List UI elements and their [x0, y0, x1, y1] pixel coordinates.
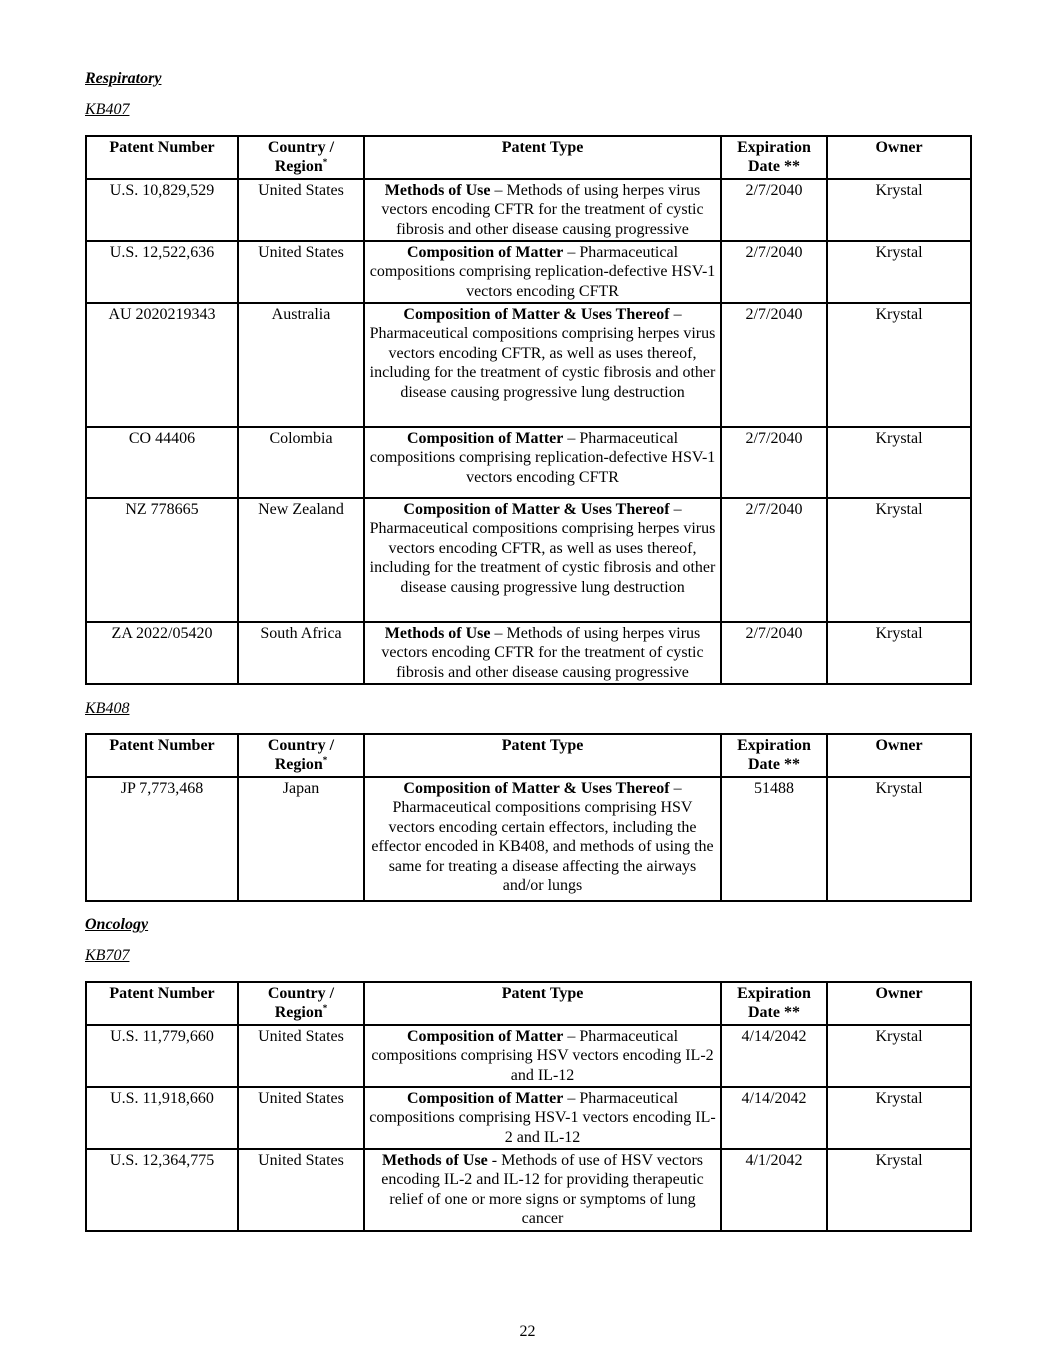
cell-owner: Krystal — [827, 1149, 971, 1231]
cell-expiration: 2/7/2040 — [721, 303, 827, 427]
kb408-patent-table — [85, 733, 972, 902]
table-row — [86, 427, 971, 498]
cell-expiration: 2/7/2040 — [721, 179, 827, 241]
cell-country: United States — [238, 1149, 364, 1231]
header-owner: Owner — [827, 734, 971, 777]
cell-patent-number: U.S. 10,829,529 — [86, 179, 238, 241]
header-patent-type: Patent Type — [364, 734, 721, 777]
table-row — [86, 498, 971, 622]
oncology-heading: Oncology — [85, 916, 149, 933]
cell-owner: Krystal — [827, 241, 971, 303]
cell-country: Colombia — [238, 427, 364, 498]
cell-country: Australia — [238, 303, 364, 427]
table-row — [86, 1025, 971, 1087]
table-row — [86, 303, 971, 427]
respiratory-heading: Respiratory — [85, 70, 162, 87]
cell-patent-type: Composition of Matter – Pharmaceutical compositions comprising replication-defective HSV-1 vectors encoding CFTR — [364, 427, 721, 498]
cell-patent-number: CO 44406 — [86, 427, 238, 498]
cell-patent-type: Methods of Use – Methods of using herpes virus vectors encoding CFTR for the treatment of cystic fibrosis and other disease causing progressive — [364, 622, 721, 684]
cell-owner: Krystal — [827, 622, 971, 684]
table-row — [86, 241, 971, 303]
cell-country: United States — [238, 1087, 364, 1149]
cell-patent-type: Composition of Matter – Pharmaceutical compositions comprising replication-defective HSV-1 vectors encoding CFTR — [364, 241, 721, 303]
cell-patent-type: Methods of Use - Methods of use of HSV vectors encoding IL-2 and IL-12 for providing therapeutic relief of one or more signs or symptoms of lung cancer — [364, 1149, 721, 1231]
cell-country: United States — [238, 179, 364, 241]
cell-patent-number: U.S. 12,522,636 — [86, 241, 238, 303]
cell-owner: Krystal — [827, 427, 971, 498]
cell-expiration: 2/7/2040 — [721, 622, 827, 684]
table-row — [86, 1087, 971, 1149]
kb407-patent-table — [85, 135, 972, 685]
cell-owner: Krystal — [827, 1025, 971, 1087]
header-expiration-date: Expiration Date ** — [721, 982, 827, 1025]
cell-country: South Africa — [238, 622, 364, 684]
cell-expiration: 4/14/2042 — [721, 1087, 827, 1149]
cell-patent-number: JP 7,773,468 — [86, 777, 238, 901]
table-row — [86, 777, 971, 901]
cell-patent-type: Composition of Matter & Uses Thereof – Pharmaceutical compositions comprising herpes virus vectors encoding CFTR, as well as uses thereof, including for the treatment of cystic fibrosis and other disease causing progressive lung destruction — [364, 303, 721, 427]
cell-patent-type: Composition of Matter – Pharmaceutical compositions comprising HSV vectors encoding IL-2 and IL-12 — [364, 1025, 721, 1087]
cell-country: United States — [238, 1025, 364, 1087]
header-owner: Owner — [827, 136, 971, 179]
header-country-region: Country / Region* — [238, 982, 364, 1025]
cell-expiration: 4/1/2042 — [721, 1149, 827, 1231]
header-expiration-date: Expiration Date ** — [721, 734, 827, 777]
cell-owner: Krystal — [827, 498, 971, 622]
cell-patent-number: NZ 778665 — [86, 498, 238, 622]
cell-patent-type: Methods of Use – Methods of using herpes virus vectors encoding CFTR for the treatment of cystic fibrosis and other disease causing progressive — [364, 179, 721, 241]
cell-owner: Krystal — [827, 303, 971, 427]
cell-expiration: 4/14/2042 — [721, 1025, 827, 1087]
cell-patent-type: Composition of Matter – Pharmaceutical compositions comprising HSV-1 vectors encoding IL-2 and IL-12 — [364, 1087, 721, 1149]
cell-country: United States — [238, 241, 364, 303]
cell-patent-number: U.S. 11,779,660 — [86, 1025, 238, 1087]
cell-expiration: 2/7/2040 — [721, 241, 827, 303]
cell-patent-number: U.S. 11,918,660 — [86, 1087, 238, 1149]
kb407-heading: KB407 — [85, 101, 130, 118]
page-number: 22 — [519, 1323, 536, 1340]
table-header-row — [86, 734, 971, 777]
cell-expiration: 2/7/2040 — [721, 427, 827, 498]
header-patent-type: Patent Type — [364, 982, 721, 1025]
table-row — [86, 179, 971, 241]
cell-expiration: 51488 — [721, 777, 827, 901]
kb408-heading: KB408 — [85, 700, 130, 717]
header-owner: Owner — [827, 982, 971, 1025]
cell-patent-number: U.S. 12,364,775 — [86, 1149, 238, 1231]
table-header-row — [86, 982, 971, 1025]
cell-owner: Krystal — [827, 1087, 971, 1149]
table-row — [86, 1149, 971, 1231]
cell-patent-type: Composition of Matter & Uses Thereof – Pharmaceutical compositions comprising herpes virus vectors encoding CFTR, as well as uses thereof, including for the treatment of cystic fibrosis and other disease causing progressive lung destruction — [364, 498, 721, 622]
cell-expiration: 2/7/2040 — [721, 498, 827, 622]
kb707-heading: KB707 — [85, 947, 130, 964]
cell-owner: Krystal — [827, 179, 971, 241]
cell-patent-type: Composition of Matter & Uses Thereof – Pharmaceutical compositions comprising HSV vectors encoding certain effectors, including the effector encoded in KB408, and methods of using the same for treating a disease affecting the airways and/or lungs — [364, 777, 721, 901]
cell-patent-number: AU 2020219343 — [86, 303, 238, 427]
table-row — [86, 622, 971, 684]
header-patent-type: Patent Type — [364, 136, 721, 179]
header-patent-number: Patent Number — [86, 982, 238, 1025]
kb707-patent-table — [85, 981, 972, 1232]
header-patent-number: Patent Number — [86, 136, 238, 179]
header-country-region: Country / Region* — [238, 734, 364, 777]
header-country-region: Country / Region* — [238, 136, 364, 179]
cell-country: Japan — [238, 777, 364, 901]
cell-country: New Zealand — [238, 498, 364, 622]
header-patent-number: Patent Number — [86, 734, 238, 777]
header-expiration-date: Expiration Date ** — [721, 136, 827, 179]
cell-owner: Krystal — [827, 777, 971, 901]
table-header-row — [86, 136, 971, 179]
cell-patent-number: ZA 2022/05420 — [86, 622, 238, 684]
